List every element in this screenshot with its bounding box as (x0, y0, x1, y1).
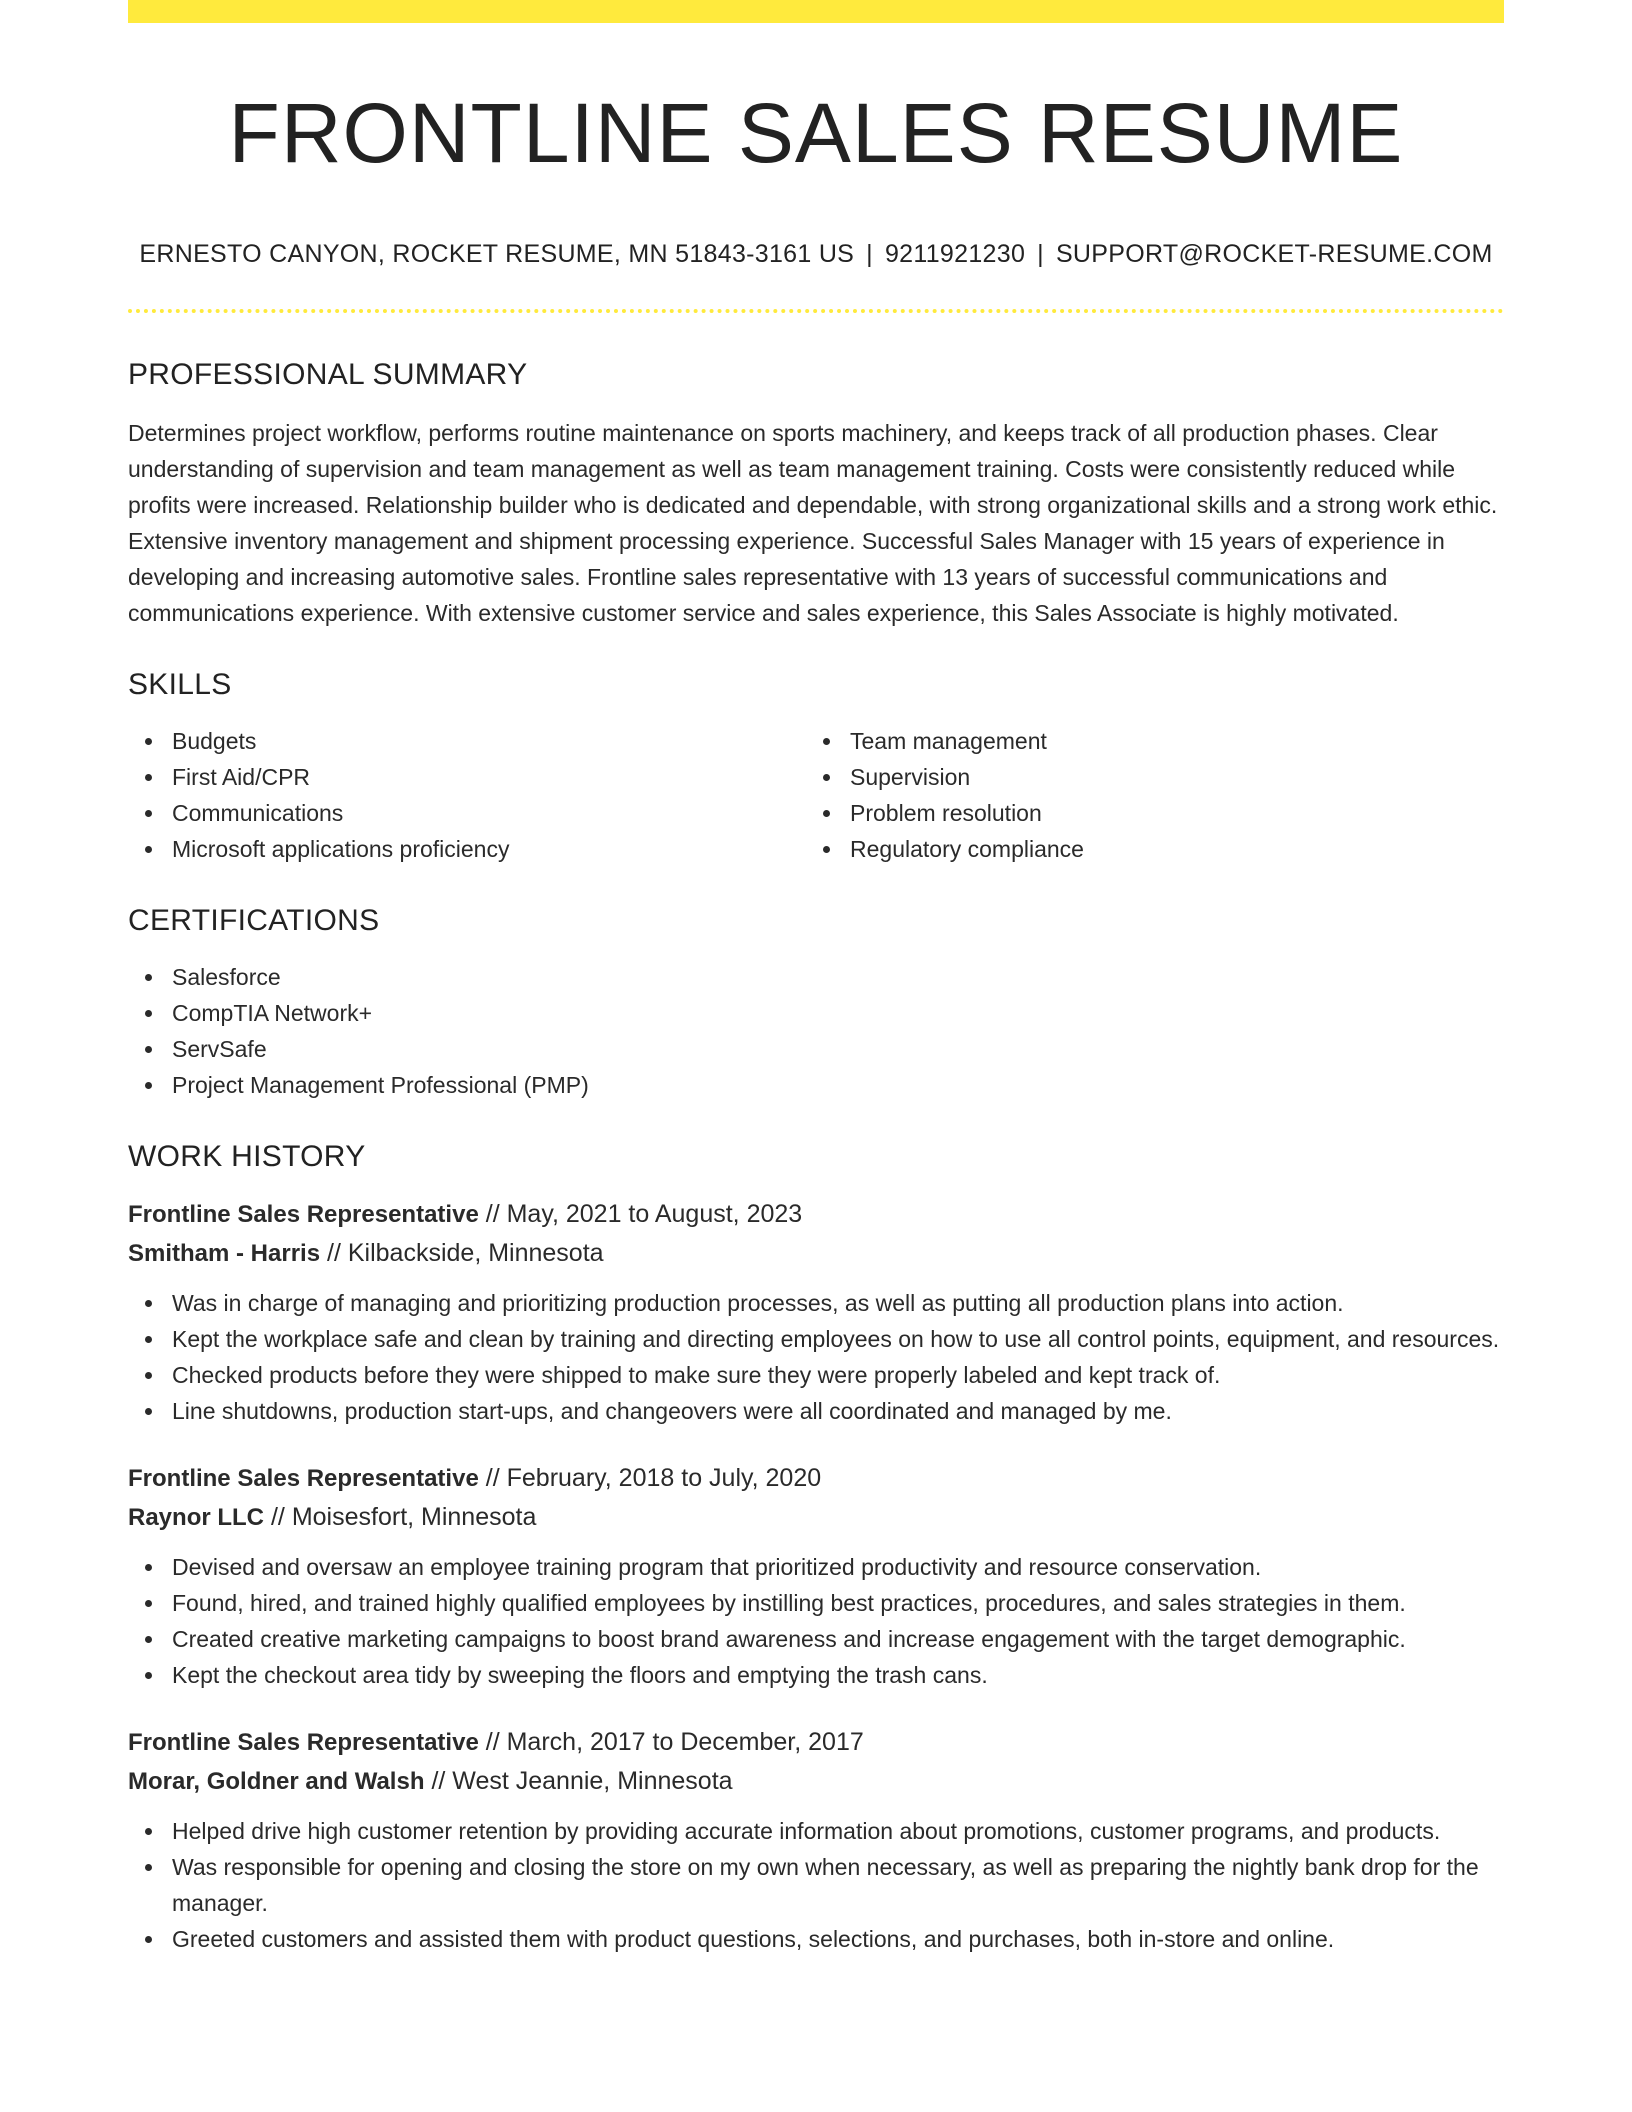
job-separator: // (485, 1464, 500, 1492)
job-title: Frontline Sales Representative (128, 1729, 479, 1756)
certification-item: Salesforce (128, 959, 1504, 995)
resume-title: FRONTLINE SALES RESUME (228, 86, 1404, 180)
work-history-heading: WORK HISTORY (128, 1140, 366, 1173)
job-dates: March, 2017 to December, 2017 (506, 1728, 864, 1756)
skill-item: Budgets (128, 723, 806, 759)
job-bullet: Was responsible for opening and closing the store on my own when necessary, as well as preparing the nightly bank drop for the manager. (128, 1849, 1504, 1921)
job-bullet: Was in charge of managing and prioritizing production processes, as well as putting all production plans into action. (128, 1285, 1504, 1321)
job-entry (128, 1195, 1504, 1429)
job-entry (128, 1723, 1504, 1957)
job-bullet: Kept the checkout area tidy by sweeping the floors and emptying the trash cans. (128, 1657, 1504, 1693)
job-bullet: Line shutdowns, production start-ups, and changeovers were all coordinated and managed by me. (128, 1393, 1504, 1429)
job-title: Frontline Sales Representative (128, 1465, 479, 1492)
job-company-line (128, 1762, 1504, 1801)
job-title-line (128, 1195, 1504, 1234)
job-separator: // (270, 1503, 285, 1531)
skills-grid (128, 723, 1504, 867)
job-title-line (128, 1459, 1504, 1498)
skill-item: First Aid/CPR (128, 759, 806, 795)
job-separator: // (327, 1239, 341, 1267)
job-bullet: Greeted customers and assisted them with product questions, selections, and purchases, both in-store and online. (128, 1921, 1504, 1957)
header-divider (128, 309, 1504, 313)
job-separator: // (485, 1728, 500, 1756)
job-dates: May, 2021 to August, 2023 (506, 1200, 803, 1228)
skills-list-right (806, 723, 1484, 867)
job-location: West Jeannie, Minnesota (452, 1767, 733, 1795)
job-bullet: Checked products before they were shipped to make sure they were properly labeled and kept track of. (128, 1357, 1504, 1393)
job-bullet: Found, hired, and trained highly qualified employees by instilling best practices, procedures, and sales strategies in them. (128, 1585, 1504, 1621)
job-bullet: Created creative marketing campaigns to boost brand awareness and increase engagement with the target demographic. (128, 1621, 1504, 1657)
top-accent-bar (128, 0, 1504, 23)
job-company-line (128, 1498, 1504, 1537)
job-location: Moisesfort, Minnesota (291, 1503, 537, 1531)
job-bullets (128, 1813, 1504, 1957)
job-separator: // (431, 1767, 446, 1795)
job-title-line (128, 1723, 1504, 1762)
skill-item: Problem resolution (806, 795, 1484, 831)
skills-list-left (128, 723, 806, 867)
job-company: Raynor LLC (128, 1504, 265, 1531)
certifications-list (128, 959, 1504, 1103)
job-bullets (128, 1285, 1504, 1429)
summary-text: Determines project workflow, performs routine maintenance on sports machinery, and keeps track of all production phases. Clear understanding of supervision and team management as well as team management training. Costs were consistently reduced while profits were increased. Relationship builder who is dedicated and dependable, with strong organizational skills and a strong work ethic. Extensive inventory management and shipment processing experience. Successful Sales Manager with 15 years of experience in developing and increasing automotive sales. Frontline sales representative with 13 years of successful communications and communications experience. With extensive customer service and sales experience, this Sales Associate is highly motivated. (128, 420, 1498, 626)
contact-separator: | (866, 240, 873, 268)
contact-line (128, 239, 1504, 269)
job-entry (128, 1459, 1504, 1693)
contact-address: ERNESTO CANYON, ROCKET RESUME, MN 51843-3161 US (139, 240, 855, 268)
skills-heading: SKILLS (128, 668, 232, 701)
skill-item: Communications (128, 795, 806, 831)
resume-page (128, 0, 1504, 2112)
contact-phone: 9211921230 (884, 240, 1026, 268)
certification-item: CompTIA Network+ (128, 995, 1504, 1031)
job-bullet: Helped drive high customer retention by providing accurate information about promotions, customer programs, and products. (128, 1813, 1504, 1849)
certification-item: Project Management Professional (PMP) (128, 1067, 1504, 1103)
skill-item: Team management (806, 723, 1484, 759)
skill-item: Microsoft applications proficiency (128, 831, 806, 867)
job-dates: February, 2018 to July, 2020 (506, 1464, 822, 1492)
job-bullet: Kept the workplace safe and clean by training and directing employees on how to use all control points, equipment, and resources. (128, 1321, 1504, 1357)
contact-separator: | (1037, 240, 1044, 268)
job-bullets (128, 1549, 1504, 1693)
skill-item: Regulatory compliance (806, 831, 1484, 867)
job-separator: // (485, 1200, 500, 1228)
job-company: Morar, Goldner and Walsh (128, 1768, 425, 1795)
job-company-line (128, 1234, 1504, 1273)
contact-email: SUPPORT@ROCKET-RESUME.COM (1055, 240, 1493, 268)
certifications-heading: CERTIFICATIONS (128, 904, 380, 937)
job-bullet: Devised and oversaw an employee training program that prioritized productivity and resource conservation. (128, 1549, 1504, 1585)
summary-heading: PROFESSIONAL SUMMARY (128, 358, 528, 391)
job-company: Smitham - Harris (128, 1240, 321, 1267)
certification-item: ServSafe (128, 1031, 1504, 1067)
job-title: Frontline Sales Representative (128, 1201, 479, 1228)
job-location: Kilbackside, Minnesota (347, 1239, 604, 1267)
skill-item: Supervision (806, 759, 1484, 795)
